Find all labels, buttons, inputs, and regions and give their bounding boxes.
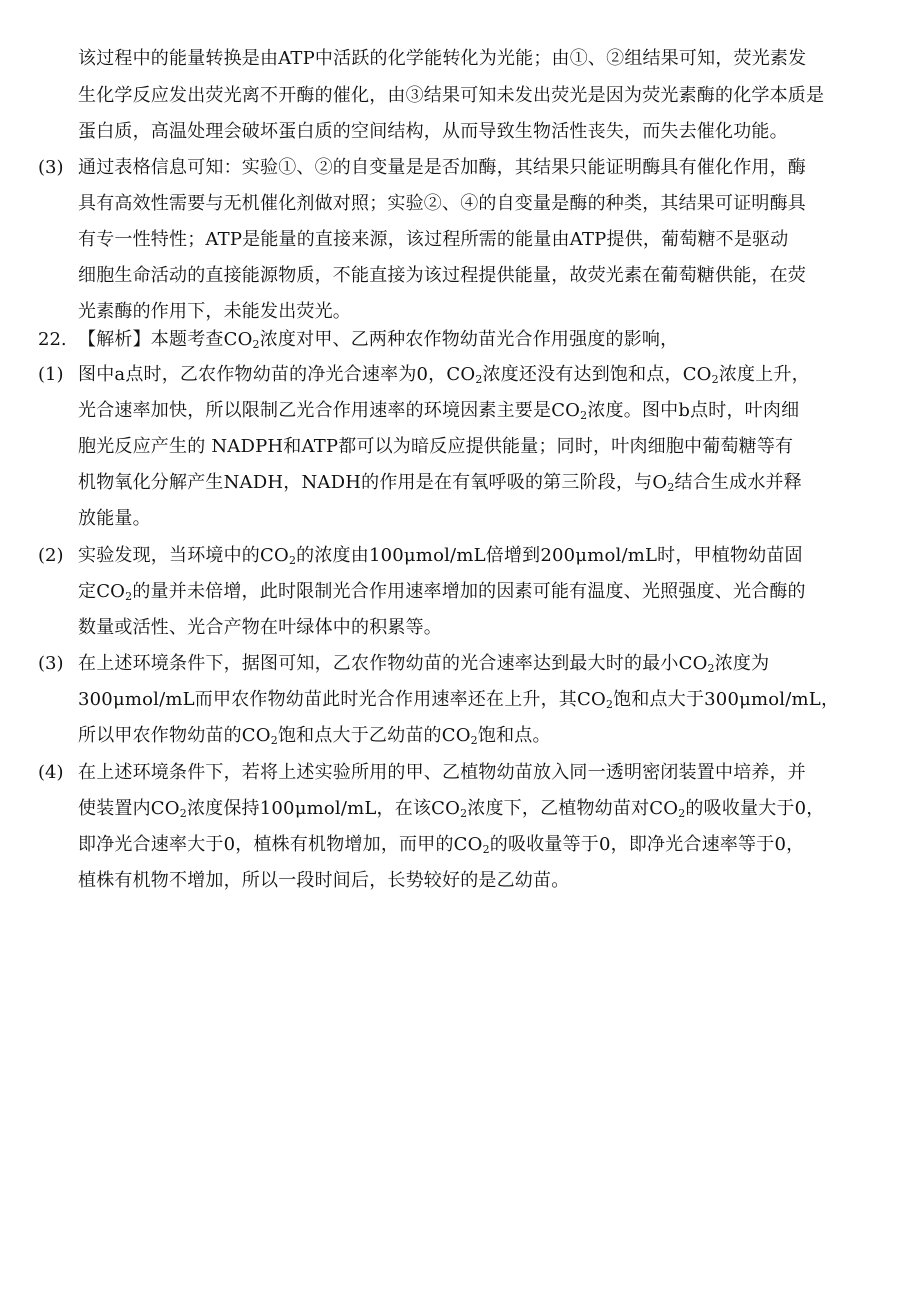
- text-line: 机物氧化分解产生NADH，NADH的作用是在有氧呼吸的第三阶段，与$O_2$结合生成水并释: [78, 472, 802, 494]
- text-line: 图中a点时，乙农作物幼苗的净光合速率为0，$CO_2$浓度还没有达到饱和点，$CO_2$浓度上升，: [78, 364, 810, 386]
- header-text: 浓度对甲、乙两种农作物幼苗光合作用强度的影响，: [259, 329, 679, 350]
- text-line: 光素酶的作用下，未能发出荧光。: [78, 301, 351, 322]
- text-line: 通过表格信息可知：实验①、②的自变量是是否加酶，其结果只能证明酶具有催化作用，酶: [78, 157, 806, 178]
- item-number: (1): [38, 364, 64, 385]
- item-number: (4): [38, 762, 64, 783]
- text-line: 生化学反应发出荧光离不开酶的催化，由③结果可知未发出荧光是因为荧光素酶的化学本质是: [78, 85, 825, 106]
- question-header: [78, 329, 678, 351]
- text-line: 放能量。: [78, 508, 151, 529]
- text-line: 在上述环境条件下，据图可知，乙农作物幼苗的光合速率达到最大时的最小$CO_2$浓度为: [78, 653, 770, 675]
- text-line: 在上述环境条件下，若将上述实验所用的甲、乙植物幼苗放入同一透明密闭装置中培养，并: [78, 762, 806, 783]
- item-number: (3): [38, 157, 64, 178]
- header-text: 【解析】本题考查CO: [78, 329, 253, 350]
- text-line: 植株有机物不增加，所以一段时间后，长势较好的是乙幼苗。: [78, 870, 570, 891]
- text-line: 有专一性特性；ATP是能量的直接来源，该过程所需的能量由ATP提供，葡萄糖不是驱动: [78, 229, 789, 250]
- text-line: 具有高效性需要与无机催化剂做对照；实验②、④的自变量是酶的种类，其结果可证明酶具: [78, 193, 806, 214]
- text-line: 蛋白质，高温处理会破坏蛋白质的空间结构，从而导致生物活性丧失，而失去催化功能。: [78, 121, 788, 142]
- text-line: 数量或活性、光合产物在叶绿体中的积累等。: [78, 617, 442, 638]
- text-line: 实验发现，当环境中的$CO_2$的浓度由100μmol/mL倍增到200μmol/mL时，甲植物幼苗固: [78, 545, 803, 567]
- text-line: 胞光反应产生的 NADPH和ATP都可以为暗反应提供能量；同时，叶肉细胞中葡萄糖等有: [78, 436, 794, 457]
- text-line: 300μmol/mL而甲农作物幼苗此时光合作用速率还在上升，其$CO_2$饱和点大于300μmol/mL，: [78, 689, 840, 711]
- text-line: 所以甲农作物幼苗的$CO_2$饱和点大于乙幼苗的$CO_2$饱和点。: [78, 725, 551, 747]
- text-line: 该过程中的能量转换是由ATP中活跃的化学能转化为光能；由①、②组结果可知，荧光素发: [78, 48, 807, 69]
- question-number: 22.: [38, 329, 67, 350]
- text-line: 即净光合速率大于0，植株有机物增加，而甲的$CO_2$的吸收量等于0，即净光合速率等于0，: [78, 834, 805, 856]
- item-number: (3): [38, 653, 64, 674]
- item-number: (2): [38, 545, 64, 566]
- subscript: 2: [252, 338, 260, 351]
- text-line: 光合速率加快，所以限制乙光合作用速率的环境因素主要是$CO_2$浓度。图中b点时，叶肉细: [78, 400, 800, 422]
- text-line: 定$CO_2$的量并未倍增，此时限制光合作用速率增加的因素可能有温度、光照强度、光合酶的: [78, 581, 806, 603]
- text-line: 细胞生命活动的直接能源物质，不能直接为该过程提供能量，故荧光素在葡萄糖供能，在荧: [78, 265, 806, 286]
- text-line: 使装置内$CO_2$浓度保持100μmol/mL，在该$CO_2$浓度下，乙植物幼苗对$CO_2$的吸收量大于0，: [78, 798, 825, 820]
